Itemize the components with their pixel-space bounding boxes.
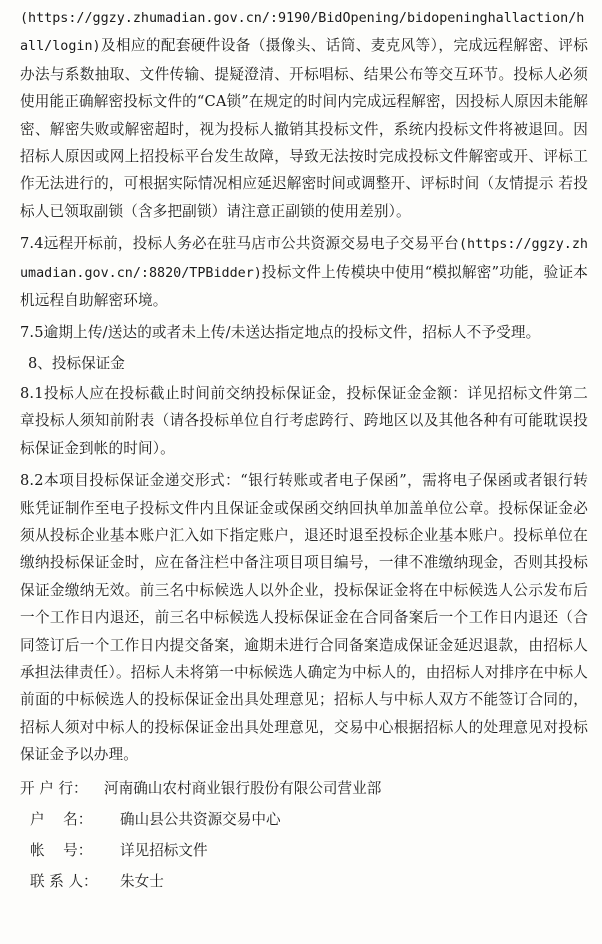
account-number-value: 详见招标文件 (120, 841, 208, 859)
login-url-link[interactable]: (https://ggzy.zhumadian.gov.cn/:9190/BidOpening/bidopeninghallaction/hall/login) (20, 11, 585, 55)
account-row-number (20, 835, 588, 866)
paragraph-8-2: 8.2本项目投标保证金递交形式：“银行转账或者电子保函”，需将电子保函或者银行转账凭证制作至电子投标文件内且保证金或保函交纳回执单加盖单位公章。投标保证金必须从投标企业基本账户汇入如下指定账户，退还时退至投标企业基本账户。投标单位在缴纳投标保证金时，应在备注栏中备注项目项目编号，一律不准缴纳现金，否则其投标保证金缴纳无效。前三名中标候选人以外企业，投标保证金将在中标候选人公示发布后一个工作日内退还，前三名中标候选人投标保证金在合同备案后一个工作日内退还（合同签订后一个工作日内提交备案，逾期未进行合同备案造成保证金延迟退款，由招标人承担法律责任）。招标人未将第一中标候选人确定为中标人的，由招标人对排序在中标人前面的中标候选人的投标保证金出具处理意见；招标人与中标人双方不能签订合同的，招标人须对中标人的投标保证金出具处理意见，交易中心根据招标人的处理意见对投标保证金予以办理。 (20, 472, 588, 764)
paragraph-7-4 (20, 230, 588, 314)
paragraph-7-3-continued (20, 4, 588, 225)
contact-label: 联 系 人： (30, 872, 98, 890)
account-name-value: 确山县公共资源交易中心 (120, 810, 281, 828)
paragraph-7-4-text-a: 7.4远程开标前，投标人务必在驻马店市公共资源交易电子交易平台 (20, 235, 459, 253)
paragraph-8-1: 8.1投标人应在投标截止时间前交纳投标保证金，投标保证金金额：详见招标文件第二章投标人须知前附表（请各投标单位自行考虑跨行、跨地区以及其他各种有可能耽误投标保证金到帐的时间）。 (20, 384, 588, 457)
account-name-label: 户 名： (30, 810, 93, 828)
bank-value: 河南确山农村商业银行股份有限公司营业部 (104, 779, 382, 797)
paragraph-7-5: 7.5逾期上传/送达的或者未上传/未送达指定地点的投标文件，招标人不予受理。 (20, 324, 541, 342)
paragraph-7-4-text-b: 投标文件上传模块中使用“模拟解密”功能，验证本机远程自助解密环境。 (20, 263, 588, 310)
account-row-bank (20, 773, 588, 804)
tpbidder-url-link[interactable]: (https://ggzy.zhumadian.gov.cn/:8820/TPBidder) (20, 237, 588, 281)
section-heading-8: 8、投标保证金 (28, 354, 125, 372)
bank-label: 开 户 行： (20, 779, 88, 797)
account-number-label: 帐 号： (30, 841, 93, 859)
account-info-block (20, 773, 588, 897)
paragraph-7-3-text: 及相应的配套硬件设备（摄像头、话筒、麦克风等），完成远程解密、评标办法与系数抽取、文件传输、提疑澄清、开标唱标、结果公布等交互环节。投标人必须使用能正确解密投标文件的“CA锁”在规定的时间内完成远程解密，因投标人原因未能解密、解密失败或解密超时，视为投标人撤销其投标文件，系统内投标文件将被退回。因招标人原因或网上招投标平台发生故障，导致无法按时完成投标文件解密或开、评标工作无法进行的，可根据实际情况相应延迟解密时间或调整开、评标时间（友情提示 若投标人已领取副锁（含多把副锁）请注意正副锁的使用差别）。 (20, 37, 589, 220)
account-row-name (20, 804, 588, 835)
contact-value: 朱女士 (120, 872, 164, 890)
account-row-contact (20, 866, 588, 897)
